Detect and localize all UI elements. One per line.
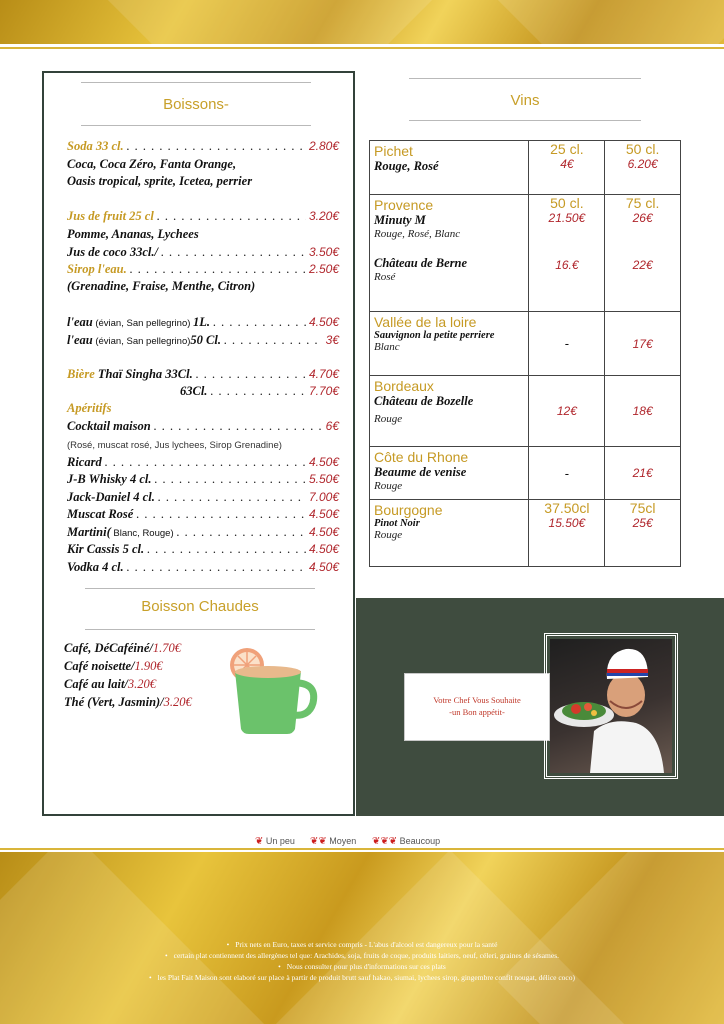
aperitifs-title: Apéritifs	[67, 401, 112, 415]
bottom-gold-line	[0, 848, 724, 850]
chef-panel	[356, 598, 724, 816]
chef-message-line-2: -un Bon appétit-	[449, 707, 505, 717]
coco-item: Jus de coco 33cl./ . . . 3.50€	[67, 245, 339, 262]
wine-table	[369, 140, 681, 567]
chef-photo-frame	[544, 633, 678, 779]
boissons-panel	[42, 71, 355, 816]
ricard-item: Ricard . . . 4.50€	[67, 455, 339, 472]
footer-line-3: • Nous consulter pour plus d'informations sur ces plats	[278, 962, 446, 971]
soda-item: Soda 33 cl. . . . 2.80€	[67, 139, 339, 156]
jack-item: Jack-Daniel 4 cl. . . . 7.00€	[67, 490, 339, 507]
cocktail-item: Cocktail maison . . . 6€	[67, 419, 339, 436]
chili-pepper-icon: ❦❦❦	[372, 836, 398, 847]
wine-row-bourgogne: Bourgogne Pinot Noir Rouge 37.50cl 15.50€ 75cl 25€	[370, 500, 681, 567]
wine-row-rhone: Côte du Rhone Beaume de venise Rouge - 21€	[370, 447, 681, 500]
chef-message-line-1: Votre Chef Vous Souhaite	[433, 695, 521, 705]
hot-item-1: Café, DéCaféiné/1.70€	[64, 641, 181, 655]
boissons-title: Boissons-	[163, 96, 229, 113]
jus-desc: Pomme, Ananas, Lychees	[67, 227, 199, 241]
sirop-desc: (Grenadine, Fraise, Menthe, Citron)	[67, 279, 256, 293]
muscat-item: Muscat Rosé . . . 4.50€	[67, 507, 339, 524]
kir-item: Kir Cassis 5 cl. . . . 4.50€	[67, 542, 339, 559]
chef-figure-icon	[550, 639, 672, 773]
top-gold-line	[0, 47, 724, 49]
chaudes-title: Boisson Chaudes	[141, 598, 259, 615]
cocktail-note: (Rosé, muscat rosé, Jus lychees, Sirop Grenadine)	[67, 440, 282, 451]
wine-row-bordeaux: Bordeaux Château de Bozelle Rouge 12€ 18€	[370, 376, 681, 447]
bottom-gold-band	[0, 852, 724, 1024]
chef-photo	[550, 639, 672, 773]
jb-item: J-B Whisky 4 cl. . . . 5.50€	[67, 472, 339, 489]
jus-item: Jus de fruit 25 cl . . . 3.20€	[67, 209, 339, 226]
soda-desc-1: Coca, Coca Zéro, Fanta Orange,	[67, 157, 237, 171]
wine-row-loire: Vallée de la loire Sauvignon la petite perriere Blanc - 17€	[370, 312, 681, 376]
wine-row-pichet: Pichet Rouge, Rosé 25 cl. 4€ 50 cl. 6.20€	[370, 141, 681, 195]
hot-item-3: Café au lait/3.20€	[64, 677, 157, 691]
spice-legend-moyen: ❦❦ Moyen	[310, 836, 357, 847]
chili-pepper-icon: ❦❦	[310, 836, 327, 847]
hot-item-2: Café noisette/1.90€	[64, 659, 163, 673]
spice-legend-beaucoup: ❦❦❦ Beaucoup	[372, 836, 441, 847]
biere-63cl-item: 63Cl. . . . 7.70€	[180, 384, 339, 401]
biere-item: Bière Thaï Singha 33Cl. . . . 4.70€	[67, 367, 339, 384]
spice-legend-un-peu: ❦ Un peu	[255, 836, 295, 847]
footer-line-2: • certain plat contiennent des allergènes tel que: Arachides, soja, fruits de coque, produits laitiers, oeuf, céleri, graines de sésames.	[165, 951, 559, 960]
sirop-item: Sirop l'eau. . . . 2.50€	[67, 262, 339, 279]
vodka-item: Vodka 4 cl. . . . 4.50€	[67, 560, 339, 577]
eau-1l-item: l'eau (évian, San pellegrino) 1L. . . . 4.50€	[67, 315, 339, 332]
top-gold-band	[0, 0, 724, 44]
soda-desc-2: Oasis tropical, sprite, Icetea, perrier	[67, 174, 253, 188]
vins-title: Vins	[510, 92, 540, 109]
footer-line-4: • les Plat Fait Maison sont elaboré sur place à partir de produit brutt sauf hakao, siumai, lychees sirop, gingembre confit nougat, délice coco)	[148, 973, 576, 982]
footer-line-1: • Prix nets en Euro, taxes et service compris - L'abus d'alcool est dangereux pour la santé	[226, 940, 498, 949]
vins-rule-bottom	[409, 120, 641, 121]
chili-pepper-icon: ❦	[255, 836, 264, 847]
hot-item-4: Thé (Vert, Jasmin)/3.20€	[64, 695, 192, 709]
wine-row-provence: Provence Minuty M Rouge, Rosé, Blanc Château de Berne Rosé 50 cl. 21.50€ 16.€ 75 cl. 26€ 22€	[370, 195, 681, 312]
eau-50cl-item: l'eau (évian, San pellegrino)50 Cl. . . . 3€	[67, 333, 339, 350]
mug-icon	[221, 645, 319, 737]
chef-message	[404, 673, 550, 741]
vins-rule-top	[409, 78, 641, 79]
martini-item: Martini( Blanc, Rouge) . . . 4.50€	[67, 525, 339, 542]
